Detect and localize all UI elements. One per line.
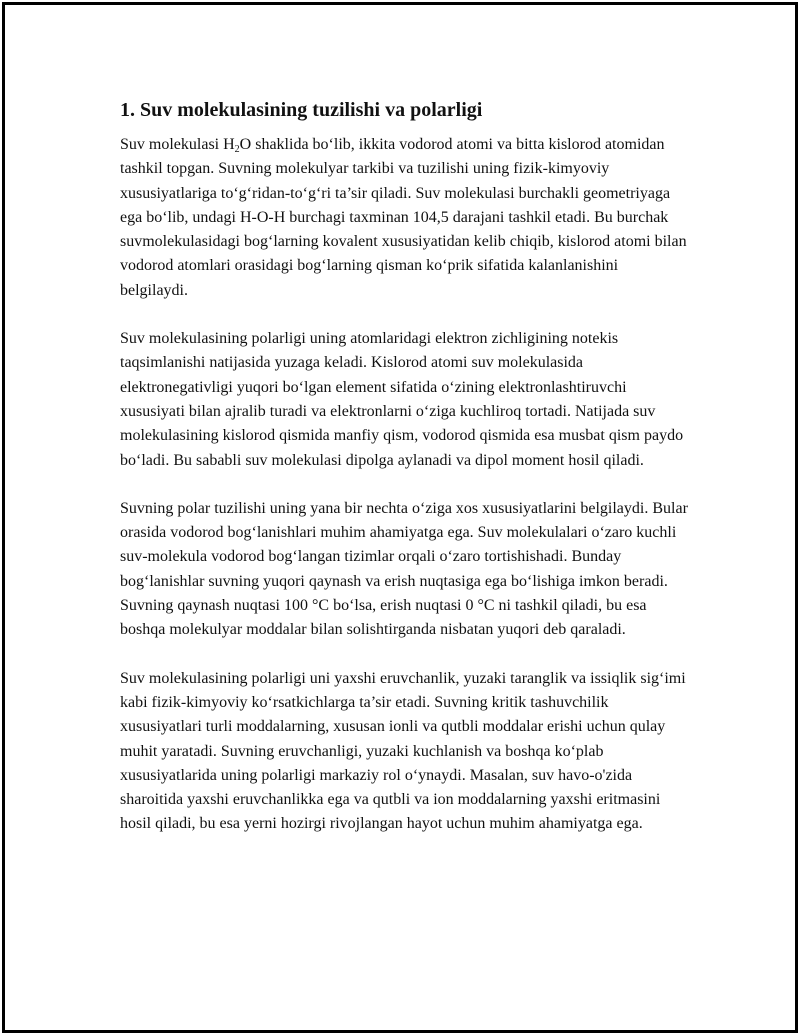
- paragraph-text: Suv molekulasi H: [120, 136, 235, 153]
- section-heading: 1. Suv molekulasining tuzilishi va polarligi: [120, 99, 483, 121]
- document-body: [120, 97, 690, 837]
- paragraph-text: O shaklida bo‘lib, ikkita vodorod atomi va bitta kislorod atomidan tashkil topgan. Suvning molekulyar tarkibi va tuzilishi uning fizik-kimyoviy xususiyatlariga to‘g‘ridan-to‘g‘ri ta’sir qiladi. Suv molekulasi burchakli geometriyaga ega bo‘lib, undagi H-O-H burchagi taxminan 104,5 darajani tashkil etadi. Bu burchak suvmolekulasidagi bog‘larning kovalent xususiyatidan kelib chiqib, kislorod atomi bilan vodorod atomlari orasidagi bog‘larning qisman ko‘prik sifatida kalanlanishini belgilaydi.: [120, 136, 687, 299]
- subscript-two: 2: [234, 144, 240, 155]
- page-frame: [2, 2, 798, 1033]
- paragraph-hydrogen-bonds: Suvning polar tuzilishi uning yana bir nechta o‘ziga xos xususiyatlarini belgilaydi. Bular orasida vodorod bog‘lanishlari muhim ahamiyatga ega. Suv molekulalari o‘zaro kuchli suv-molekula vodorod bog‘langan tizimlar orqali o‘zaro tortishishadi. Bunday bog‘lanishlar suvning yuqori qaynash va erish nuqtasiga ega bo‘lishiga imkon beradi. Suvning qaynash nuqtasi 100 °C bo‘lsa, erish nuqtasi 0 °C ni tashkil qiladi, bu esa boshqa molekulyar moddalar bilan solishtirganda nisbatan yuqori deb qaraladi.: [120, 499, 688, 639]
- paragraph-properties: Suv molekulasining polarligi uni yaxshi eruvchanlik, yuzaki taranglik va issiqlik sig‘imi kabi fizik-kimyoviy ko‘rsatkichlarga ta’sir etadi. Suvning kritik tashuvchilik xususiyatlari turli moddalarning, xususan ionli va qutbli moddalar erishi uchun qulay muhit yaratadi. Suvning eruvchanligi, yuzaki kuchlanish va boshqa ko‘plab xususiyatlarida uning polarligi markaziy rol o‘ynaydi. Masalan, suv havo-o'zida sharoitida yaxshi eruvchanlikka ega va qutbli va ion moddalarning yaxshi eritmasini hosil qiladi, bu esa yerni hozirgi rivojlangan hayot uchun muhim ahamiyatga ega.: [120, 669, 686, 833]
- paragraph-polarity: Suv molekulasining polarligi uning atomlaridagi elektron zichligining notekis taqsimlanishi natijasida yuzaga keladi. Kislorod atomi suv molekulasida elektronegativligi yuqori bo‘lgan element sifatida o‘zining elektronlashtiruvchi xususiyati bilan ajralib turadi va elektronlarni o‘ziga kuchliroq tortadi. Natijada suv molekulasining kislorod qismida manfiy qism, vodorod qismida esa musbat qism paydo bo‘ladi. Bu sababli suv molekulasi dipolga aylanadi va dipol moment hosil qiladi.: [120, 330, 684, 469]
- paragraph-structure: [120, 133, 690, 303]
